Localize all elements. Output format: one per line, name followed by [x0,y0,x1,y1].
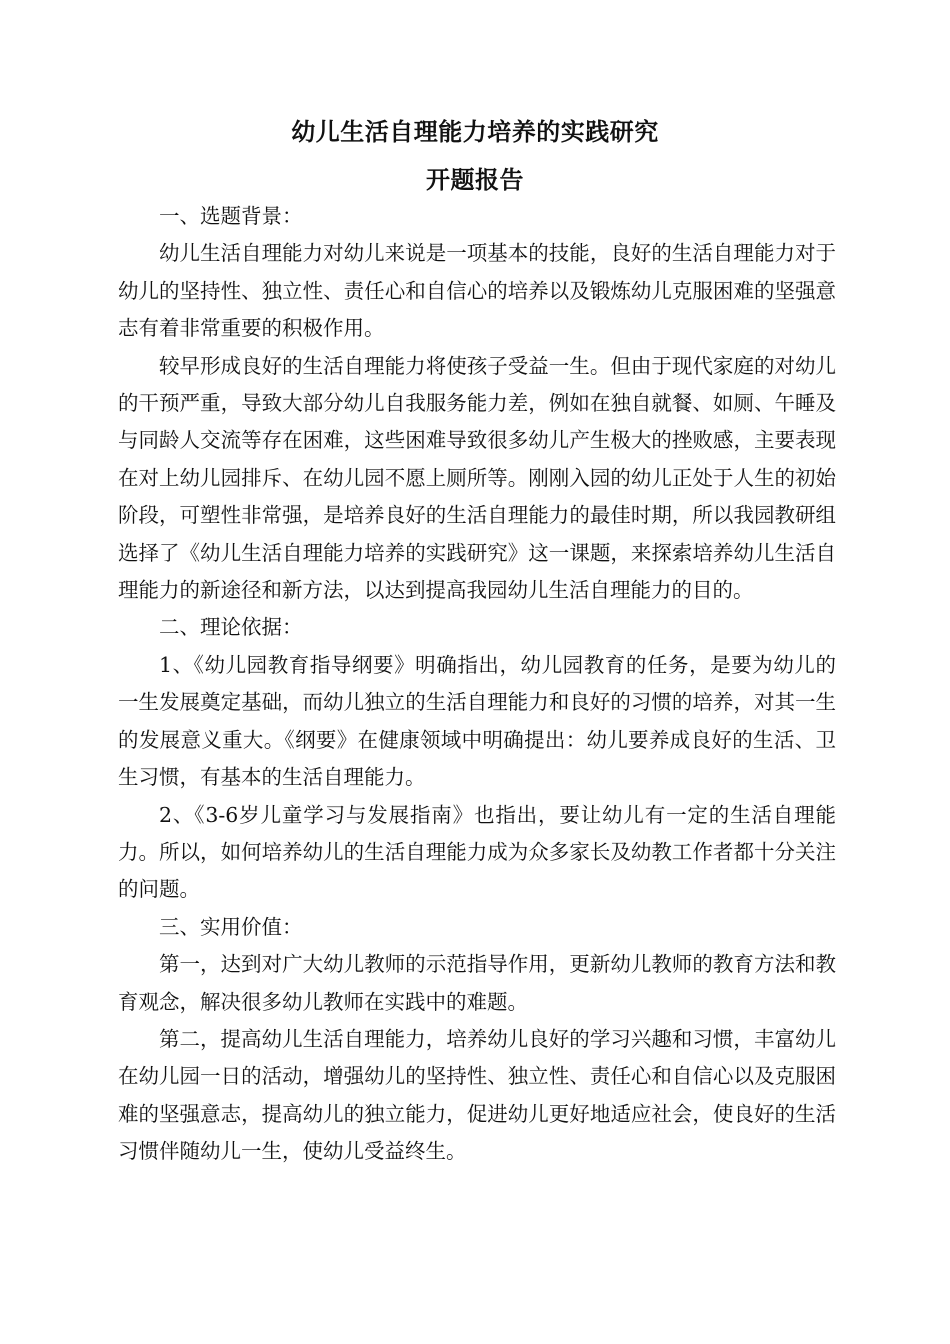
paragraph: 1、《幼儿园教育指导纲要》明确指出，幼儿园教育的任务，是要为幼儿的一生发展奠定基础，而幼儿独立的生活自理能力和良好的习惯的培养，对其一生的发展意义重大。《纲要》在健康领域中明确提出：幼儿要养成良好的生活、卫生习惯，有基本的生活自理能力。 [118,652,836,790]
paragraph: 幼儿生活自理能力对幼儿来说是一项基本的技能，良好的生活自理能力对于幼儿的坚持性、独立性、责任心和自信心的培养以及锻炼幼儿克服困难的坚强意志有着非常重要的积极作用。 [118,241,836,341]
document-title: 幼儿生活自理能力培养的实践研究 [291,118,659,146]
paragraph: 第一，达到对广大幼儿教师的示范指导作用，更新幼儿教师的教育方法和教育观念，解决很多幼儿教师在实践中的难题。 [118,952,836,1014]
paragraph: 较早形成良好的生活自理能力将使孩子受益一生。但由于现代家庭的对幼儿的干预严重，导致大部分幼儿自我服务能力差，例如在独自就餐、如厕、午睡及与同龄人交流等存在困难，这些困难导致很多幼儿产生极大的挫败感，主要表现在对上幼儿园排斥、在幼儿园不愿上厕所等。刚刚入园的幼儿正处于人生的初始阶段，可塑性非常强，是培养良好的生活自理能力的最佳时期，所以我园教研组选择了《幼儿生活自理能力培养的实践研究》这一课题，来探索培养幼儿生活自理能力的新途径和新方法，以达到提高我园幼儿生活自理能力的目的。 [118,353,836,603]
section-heading-value: 三、实用价值： [159,914,303,939]
section-heading-theory: 二、理论依据： [159,615,303,640]
paragraph: 2、《3-6岁儿童学习与发展指南》也指出，要让幼儿有一定的生活自理能力。所以，如何培养幼儿的生活自理能力成为众多家长及幼教工作者都十分关注的问题。 [118,802,836,902]
document-body [118,198,836,1171]
section-heading-background: 一、选题背景： [159,204,303,228]
paragraph: 第二，提高幼儿生活自理能力，培养幼儿良好的学习兴趣和习惯，丰富幼儿在幼儿园一日的活动，增强幼儿的坚持性、独立性、责任心和自信心以及克服困难的坚强意志，提高幼儿的独立能力，促进幼儿更好地适应社会，使良好的生活习惯伴随幼儿一生，使幼儿受益终生。 [118,1026,836,1164]
title-block [0,108,950,204]
document-subtitle: 开题报告 [426,166,524,194]
